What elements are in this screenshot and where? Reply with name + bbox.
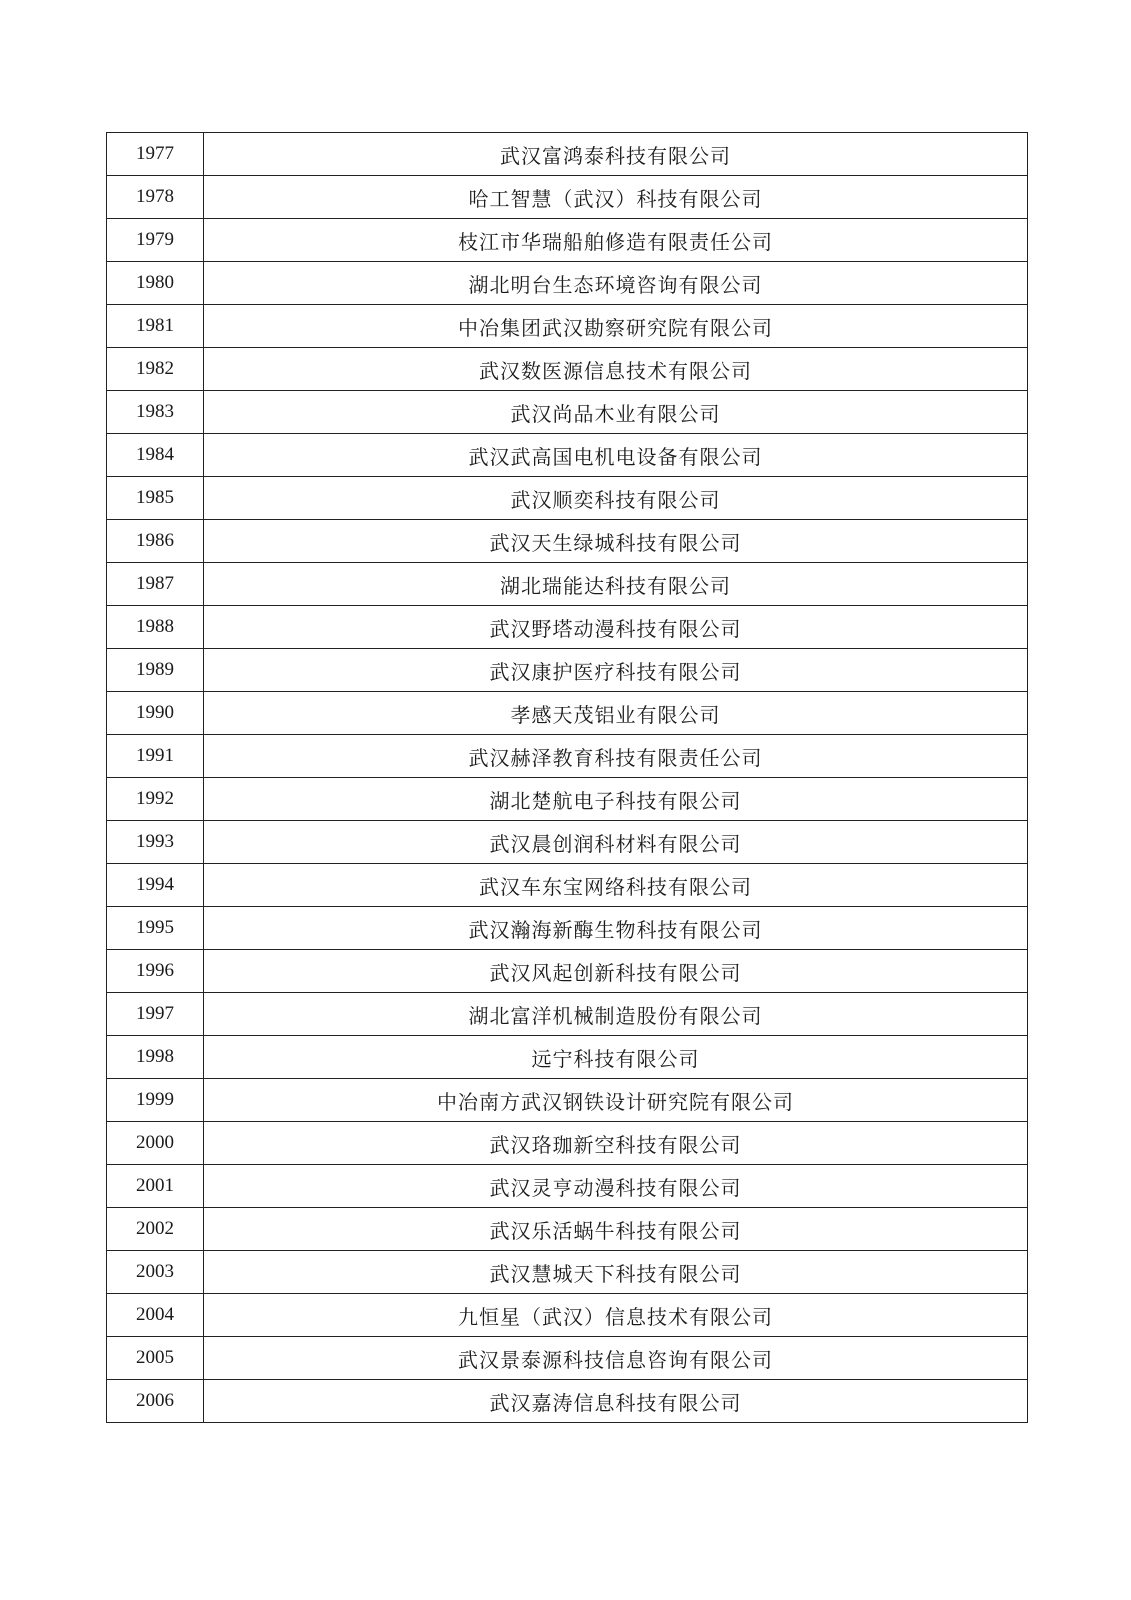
company-name-cell: 武汉瀚海新酶生物科技有限公司	[204, 907, 1028, 950]
row-number-cell: 1979	[107, 219, 204, 262]
company-name-cell: 武汉灵亨动漫科技有限公司	[204, 1165, 1028, 1208]
row-number-cell: 1995	[107, 907, 204, 950]
table-row	[107, 391, 1028, 434]
company-name-cell: 孝感天茂铝业有限公司	[204, 692, 1028, 735]
company-name-cell: 武汉赫泽教育科技有限责任公司	[204, 735, 1028, 778]
row-number-cell: 1988	[107, 606, 204, 649]
company-name-cell: 武汉武高国电机电设备有限公司	[204, 434, 1028, 477]
company-name-cell: 武汉富鸿泰科技有限公司	[204, 133, 1028, 176]
company-name-cell: 湖北富洋机械制造股份有限公司	[204, 993, 1028, 1036]
table-row	[107, 1036, 1028, 1079]
company-name-cell: 武汉珞珈新空科技有限公司	[204, 1122, 1028, 1165]
row-number-cell: 1980	[107, 262, 204, 305]
table-row	[107, 520, 1028, 563]
company-name-cell: 武汉尚品木业有限公司	[204, 391, 1028, 434]
company-name-cell: 武汉顺奕科技有限公司	[204, 477, 1028, 520]
company-name-cell: 哈工智慧（武汉）科技有限公司	[204, 176, 1028, 219]
row-number-cell: 2000	[107, 1122, 204, 1165]
table-row	[107, 219, 1028, 262]
table-row	[107, 1079, 1028, 1122]
row-number-cell: 1992	[107, 778, 204, 821]
row-number-cell: 1996	[107, 950, 204, 993]
row-number-cell: 2004	[107, 1294, 204, 1337]
row-number-cell: 1991	[107, 735, 204, 778]
company-name-cell: 武汉数医源信息技术有限公司	[204, 348, 1028, 391]
row-number-cell: 1977	[107, 133, 204, 176]
row-number-cell: 1985	[107, 477, 204, 520]
company-name-cell: 九恒星（武汉）信息技术有限公司	[204, 1294, 1028, 1337]
row-number-cell: 1978	[107, 176, 204, 219]
table-row	[107, 1337, 1028, 1380]
table-row	[107, 262, 1028, 305]
company-name-cell: 武汉康护医疗科技有限公司	[204, 649, 1028, 692]
company-name-cell: 武汉嘉涛信息科技有限公司	[204, 1380, 1028, 1423]
company-name-cell: 武汉风起创新科技有限公司	[204, 950, 1028, 993]
table-row	[107, 133, 1028, 176]
row-number-cell: 1997	[107, 993, 204, 1036]
company-name-cell: 武汉晨创润科材料有限公司	[204, 821, 1028, 864]
table-body	[107, 133, 1028, 1423]
company-name-cell: 中冶集团武汉勘察研究院有限公司	[204, 305, 1028, 348]
row-number-cell: 2005	[107, 1337, 204, 1380]
row-number-cell: 1999	[107, 1079, 204, 1122]
table-row	[107, 1165, 1028, 1208]
row-number-cell: 1994	[107, 864, 204, 907]
table-row	[107, 1122, 1028, 1165]
table-row	[107, 1251, 1028, 1294]
company-name-cell: 枝江市华瑞船舶修造有限责任公司	[204, 219, 1028, 262]
company-name-cell: 中冶南方武汉钢铁设计研究院有限公司	[204, 1079, 1028, 1122]
company-name-cell: 武汉车东宝网络科技有限公司	[204, 864, 1028, 907]
table-row	[107, 907, 1028, 950]
table-row	[107, 434, 1028, 477]
table-row	[107, 778, 1028, 821]
row-number-cell: 1986	[107, 520, 204, 563]
company-name-cell: 武汉慧城天下科技有限公司	[204, 1251, 1028, 1294]
company-name-cell: 远宁科技有限公司	[204, 1036, 1028, 1079]
row-number-cell: 2003	[107, 1251, 204, 1294]
company-name-cell: 武汉天生绿城科技有限公司	[204, 520, 1028, 563]
row-number-cell: 1990	[107, 692, 204, 735]
table-row	[107, 821, 1028, 864]
table-row	[107, 563, 1028, 606]
table-row	[107, 864, 1028, 907]
table-row	[107, 1294, 1028, 1337]
row-number-cell: 1993	[107, 821, 204, 864]
table-row	[107, 649, 1028, 692]
row-number-cell: 1998	[107, 1036, 204, 1079]
company-name-cell: 湖北楚航电子科技有限公司	[204, 778, 1028, 821]
table-row	[107, 348, 1028, 391]
row-number-cell: 1981	[107, 305, 204, 348]
row-number-cell: 1983	[107, 391, 204, 434]
company-name-cell: 武汉野塔动漫科技有限公司	[204, 606, 1028, 649]
table-row	[107, 993, 1028, 1036]
table-row	[107, 477, 1028, 520]
table-row	[107, 735, 1028, 778]
table-row	[107, 1380, 1028, 1423]
row-number-cell: 1984	[107, 434, 204, 477]
table-row	[107, 606, 1028, 649]
row-number-cell: 1989	[107, 649, 204, 692]
row-number-cell: 2001	[107, 1165, 204, 1208]
row-number-cell: 2002	[107, 1208, 204, 1251]
company-name-cell: 武汉乐活蜗牛科技有限公司	[204, 1208, 1028, 1251]
row-number-cell: 1987	[107, 563, 204, 606]
table-row	[107, 1208, 1028, 1251]
table-row	[107, 176, 1028, 219]
company-name-cell: 湖北瑞能达科技有限公司	[204, 563, 1028, 606]
company-name-cell: 武汉景泰源科技信息咨询有限公司	[204, 1337, 1028, 1380]
table-row	[107, 692, 1028, 735]
table-row	[107, 305, 1028, 348]
row-number-cell: 1982	[107, 348, 204, 391]
row-number-cell: 2006	[107, 1380, 204, 1423]
company-list-table	[106, 132, 1028, 1423]
company-name-cell: 湖北明台生态环境咨询有限公司	[204, 262, 1028, 305]
table-row	[107, 950, 1028, 993]
